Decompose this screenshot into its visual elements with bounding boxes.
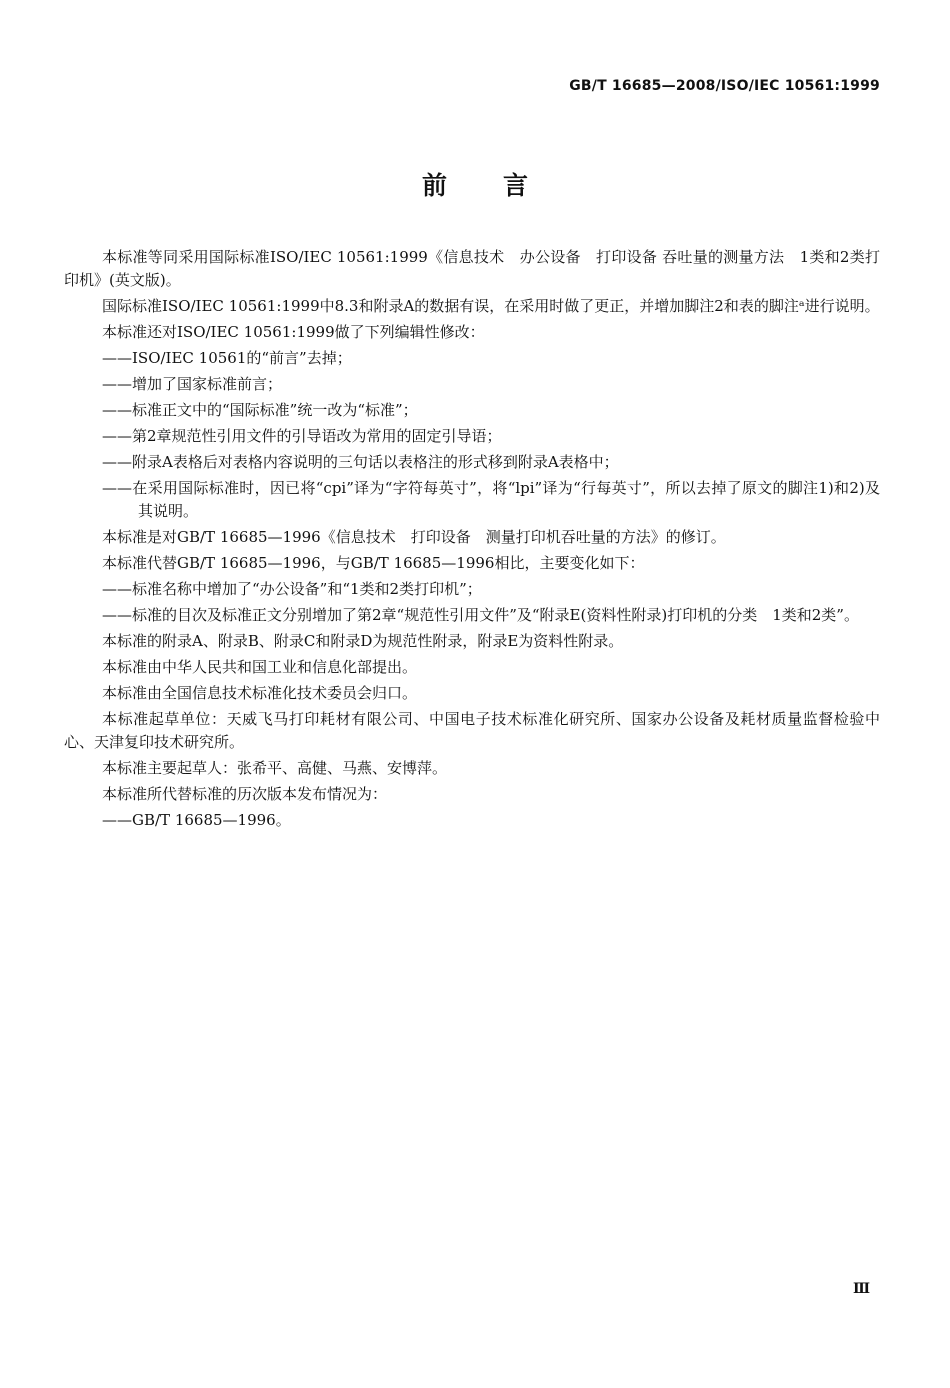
paragraph-drafting-units: 本标准起草单位：天威飞马打印耗材有限公司、中国电子技术标准化研究所、国家办公设备及耗材质量监督检验中心、天津复印技术研究所。 [64,710,880,751]
paragraph-annexes: 本标准的附录A、附录B、附录C和附录D为规范性附录，附录E为资料性附录。 [102,632,624,650]
paragraph-history-intro: 本标准所代替标准的历次版本发布情况为： [102,785,388,803]
paragraph-managed-by: 本标准由全国信息技术标准化技术委员会归口。 [102,684,418,702]
list-item: ——附录A表格后对表格内容说明的三句话以表格注的形式移到附录A表格中； [102,453,619,471]
list-item: ——第2章规范性引用文件的引导语改为常用的固定引导语； [102,427,502,445]
paragraph-proposed-by: 本标准由中华人民共和国工业和信息化部提出。 [102,658,418,676]
list-item: ——标准正文中的“国际标准”统一改为“标准”； [102,401,418,419]
paragraph-editorial-intro: 本标准还对ISO/IEC 10561:1999做了下列编辑性修改： [102,323,485,341]
page-title: 前言 [421,171,584,200]
list-item: ——ISO/IEC 10561的“前言”去掉； [102,349,352,367]
list-item: ——标准的目次及标准正文分别增加了第2章“规范性引用文件”及“附录E(资料性附录)打印机的分类 1类和2类”。 [102,606,859,624]
paragraph-replaces: 本标准代替GB/T 16685—1996，与GB/T 16685—1996相比，主要变化如下： [102,554,645,572]
paragraph-revision: 本标准是对GB/T 16685—1996《信息技术 打印设备 测量打印机吞吐量的方法》的修订。 [102,528,726,546]
page-number: Ⅲ [852,1281,870,1297]
paragraph-drafters: 本标准主要起草人：张希平、高健、马燕、安博萍。 [102,759,448,777]
list-item: ——GB/T 16685—1996。 [102,811,291,829]
standard-code-header: GB/T 16685—2008/ISO/IEC 10561:1999 [569,78,880,94]
foreword-body [64,246,880,835]
list-item: ——在采用国际标准时，因已将“cpi”译为“字符每英寸”，将“lpi”译为“行每英寸”，所以去掉了原文的脚注1)和2)及其说明。 [102,479,880,520]
list-item: ——增加了国家标准前言； [102,375,283,393]
paragraph-adoption: 本标准等同采用国际标准ISO/IEC 10561:1999《信息技术 办公设备 打印设备 吞吐量的测量方法 1类和2类打印机》(英文版)。 [64,248,880,289]
paragraph-corrections: 国际标准ISO/IEC 10561:1999中8.3和附录A的数据有误，在采用时做了更正，并增加脚注2和表的脚注ᵃ进行说明。 [102,297,880,315]
list-item: ——标准名称中增加了“办公设备”和“1类和2类打印机”； [102,580,482,598]
